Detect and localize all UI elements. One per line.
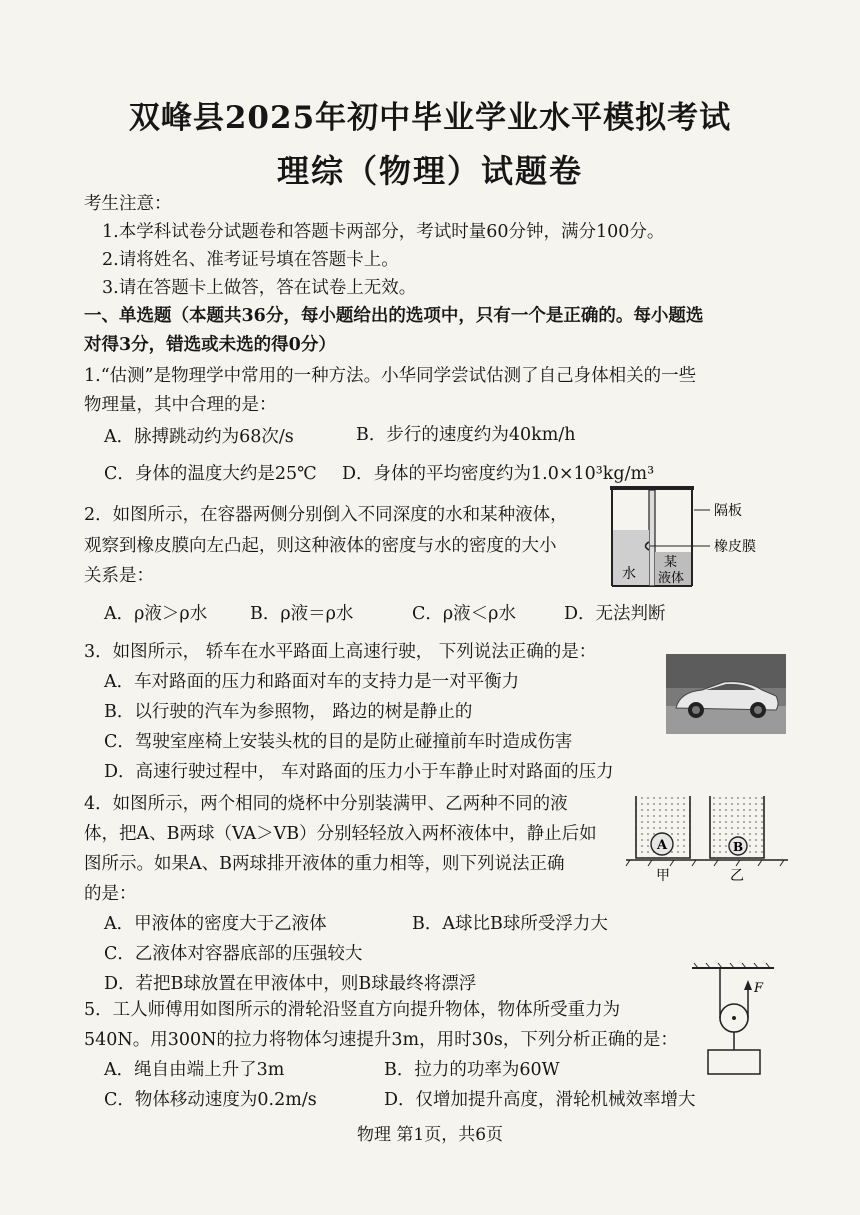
q2-label-liquid-1: 某 xyxy=(664,555,678,570)
q5-option-d: D．仅增加提升高度，滑轮机械效率增大 xyxy=(384,1090,696,1110)
notice-item-3: 3.请在答题卡上做答，答在试卷上无效。 xyxy=(102,278,417,298)
q4-stem-line-3: 图所示。如果A、B两球排开液体的重力相等，则下列说法正确 xyxy=(84,854,565,874)
q3-option-b: B．以行驶的汽车为参照物， 路边的树是静止的 xyxy=(104,702,473,722)
q1-option-b: B．步行的速度约为40km/h xyxy=(356,425,576,445)
q4-stem-line-4: 的是： xyxy=(84,884,137,904)
q3-option-a: A．车对路面的压力和路面对车的支持力是一对平衡力 xyxy=(104,672,520,692)
q5-option-a: A．绳自由端上升了3m xyxy=(104,1060,285,1080)
q4-option-c: C．乙液体对容器底部的压强较大 xyxy=(104,944,363,964)
q2-label-membrane: 橡皮膜 xyxy=(714,539,756,555)
q2-container-figure xyxy=(604,482,784,592)
q2-option-b: B．ρ液＝ρ水 xyxy=(250,604,354,624)
exam-title: 双峰县2025年初中毕业学业水平模拟考试 xyxy=(128,100,732,136)
q2-option-a: A．ρ液＞ρ水 xyxy=(104,604,208,624)
q2-option-c: C．ρ液＜ρ水 xyxy=(412,604,516,624)
q1-option-d: D．身体的平均密度约为1.0×10³kg/m³ xyxy=(342,464,655,484)
q4-stem-line-2: 体，把A、B两球（VA＞VB）分别轻轻放入两杯液体中，静止后如 xyxy=(84,824,597,844)
q1-option-a: A．脉搏跳动约为68次/s xyxy=(104,427,294,447)
q5-option-b: B．拉力的功率为60W xyxy=(384,1060,560,1080)
q3-car-photo xyxy=(666,654,786,734)
notice-heading: 考生注意： xyxy=(84,194,172,214)
q1-stem-line-2: 物理量，其中合理的是： xyxy=(84,395,277,415)
q4-option-b: B．A球比B球所受浮力大 xyxy=(412,914,608,934)
q4-beaker-right-label: 乙 xyxy=(730,868,744,882)
q2-stem-line-3: 关系是： xyxy=(84,566,154,586)
q2-label-partition: 隔板 xyxy=(714,503,742,519)
q2-label-water: 水 xyxy=(622,566,636,582)
exam-subtitle: 理综（物理）试题卷 xyxy=(276,152,583,190)
q5-stem-line-2: 540N。用300N的拉力将物体匀速提升3m，用时30s，下列分析正确的是： xyxy=(84,1030,678,1050)
q2-stem-line-2: 观察到橡皮膜向左凸起，则这种液体的密度与水的密度的大小 xyxy=(84,536,557,556)
notice-item-1: 1.本学科试卷分试题卷和答题卡两部分，考试时量60分钟，满分100分。 xyxy=(102,222,665,242)
q5-option-c: C．物体移动速度为0.2m/s xyxy=(104,1090,317,1110)
q3-stem: 3．如图所示， 轿车在水平路面上高速行驶， 下列说法正确的是： xyxy=(84,642,597,662)
page-footer: 物理 第1页，共6页 xyxy=(356,1125,504,1145)
q5-pulley-figure xyxy=(690,962,780,1080)
q1-option-c: C．身体的温度大约是25℃ xyxy=(104,464,317,484)
q3-option-d: D．高速行驶过程中， 车对路面的压力小于车静止时对路面的压力 xyxy=(104,762,614,782)
q4-beaker-left-label: 甲 xyxy=(656,868,670,882)
q4-beakers-figure xyxy=(622,790,792,882)
q2-label-liquid-2: 液体 xyxy=(658,571,685,586)
q3-option-c: C．驾驶室座椅上安装头枕的目的是防止碰撞前车时造成伤害 xyxy=(104,732,573,752)
q5-force-label: F xyxy=(754,981,764,996)
notice-item-2: 2.请将姓名、准考证号填在答题卡上。 xyxy=(102,250,399,270)
q5-stem-line-1: 5．工人师傅用如图所示的滑轮沿竖直方向提升物体，物体所受重力为 xyxy=(84,1000,621,1020)
q4-ball-a-label: A xyxy=(657,838,668,853)
section-1-instructions-cont: 对得3分，错选或未选的得0分） xyxy=(84,335,336,355)
q4-ball-b-label: B xyxy=(733,840,744,854)
section-1-instructions: 一、单选题（本题共36分，每小题给出的选项中，只有一个是正确的。每小题选 xyxy=(84,306,704,326)
q4-option-a: A．甲液体的密度大于乙液体 xyxy=(104,914,327,934)
q4-option-d: D．若把B球放置在甲液体中，则B球最终将漂浮 xyxy=(104,974,477,994)
q2-option-d: D．无法判断 xyxy=(564,604,666,624)
q4-stem-line-1: 4．如图所示，两个相同的烧杯中分别装满甲、乙两种不同的液 xyxy=(84,794,568,814)
q2-stem-line-1: 2．如图所示，在容器两侧分别倒入不同深度的水和某种液体， xyxy=(84,505,568,525)
q1-stem-line-1: 1.“估测”是物理学中常用的一种方法。小华同学尝试估测了自己身体相关的一些 xyxy=(84,366,697,386)
